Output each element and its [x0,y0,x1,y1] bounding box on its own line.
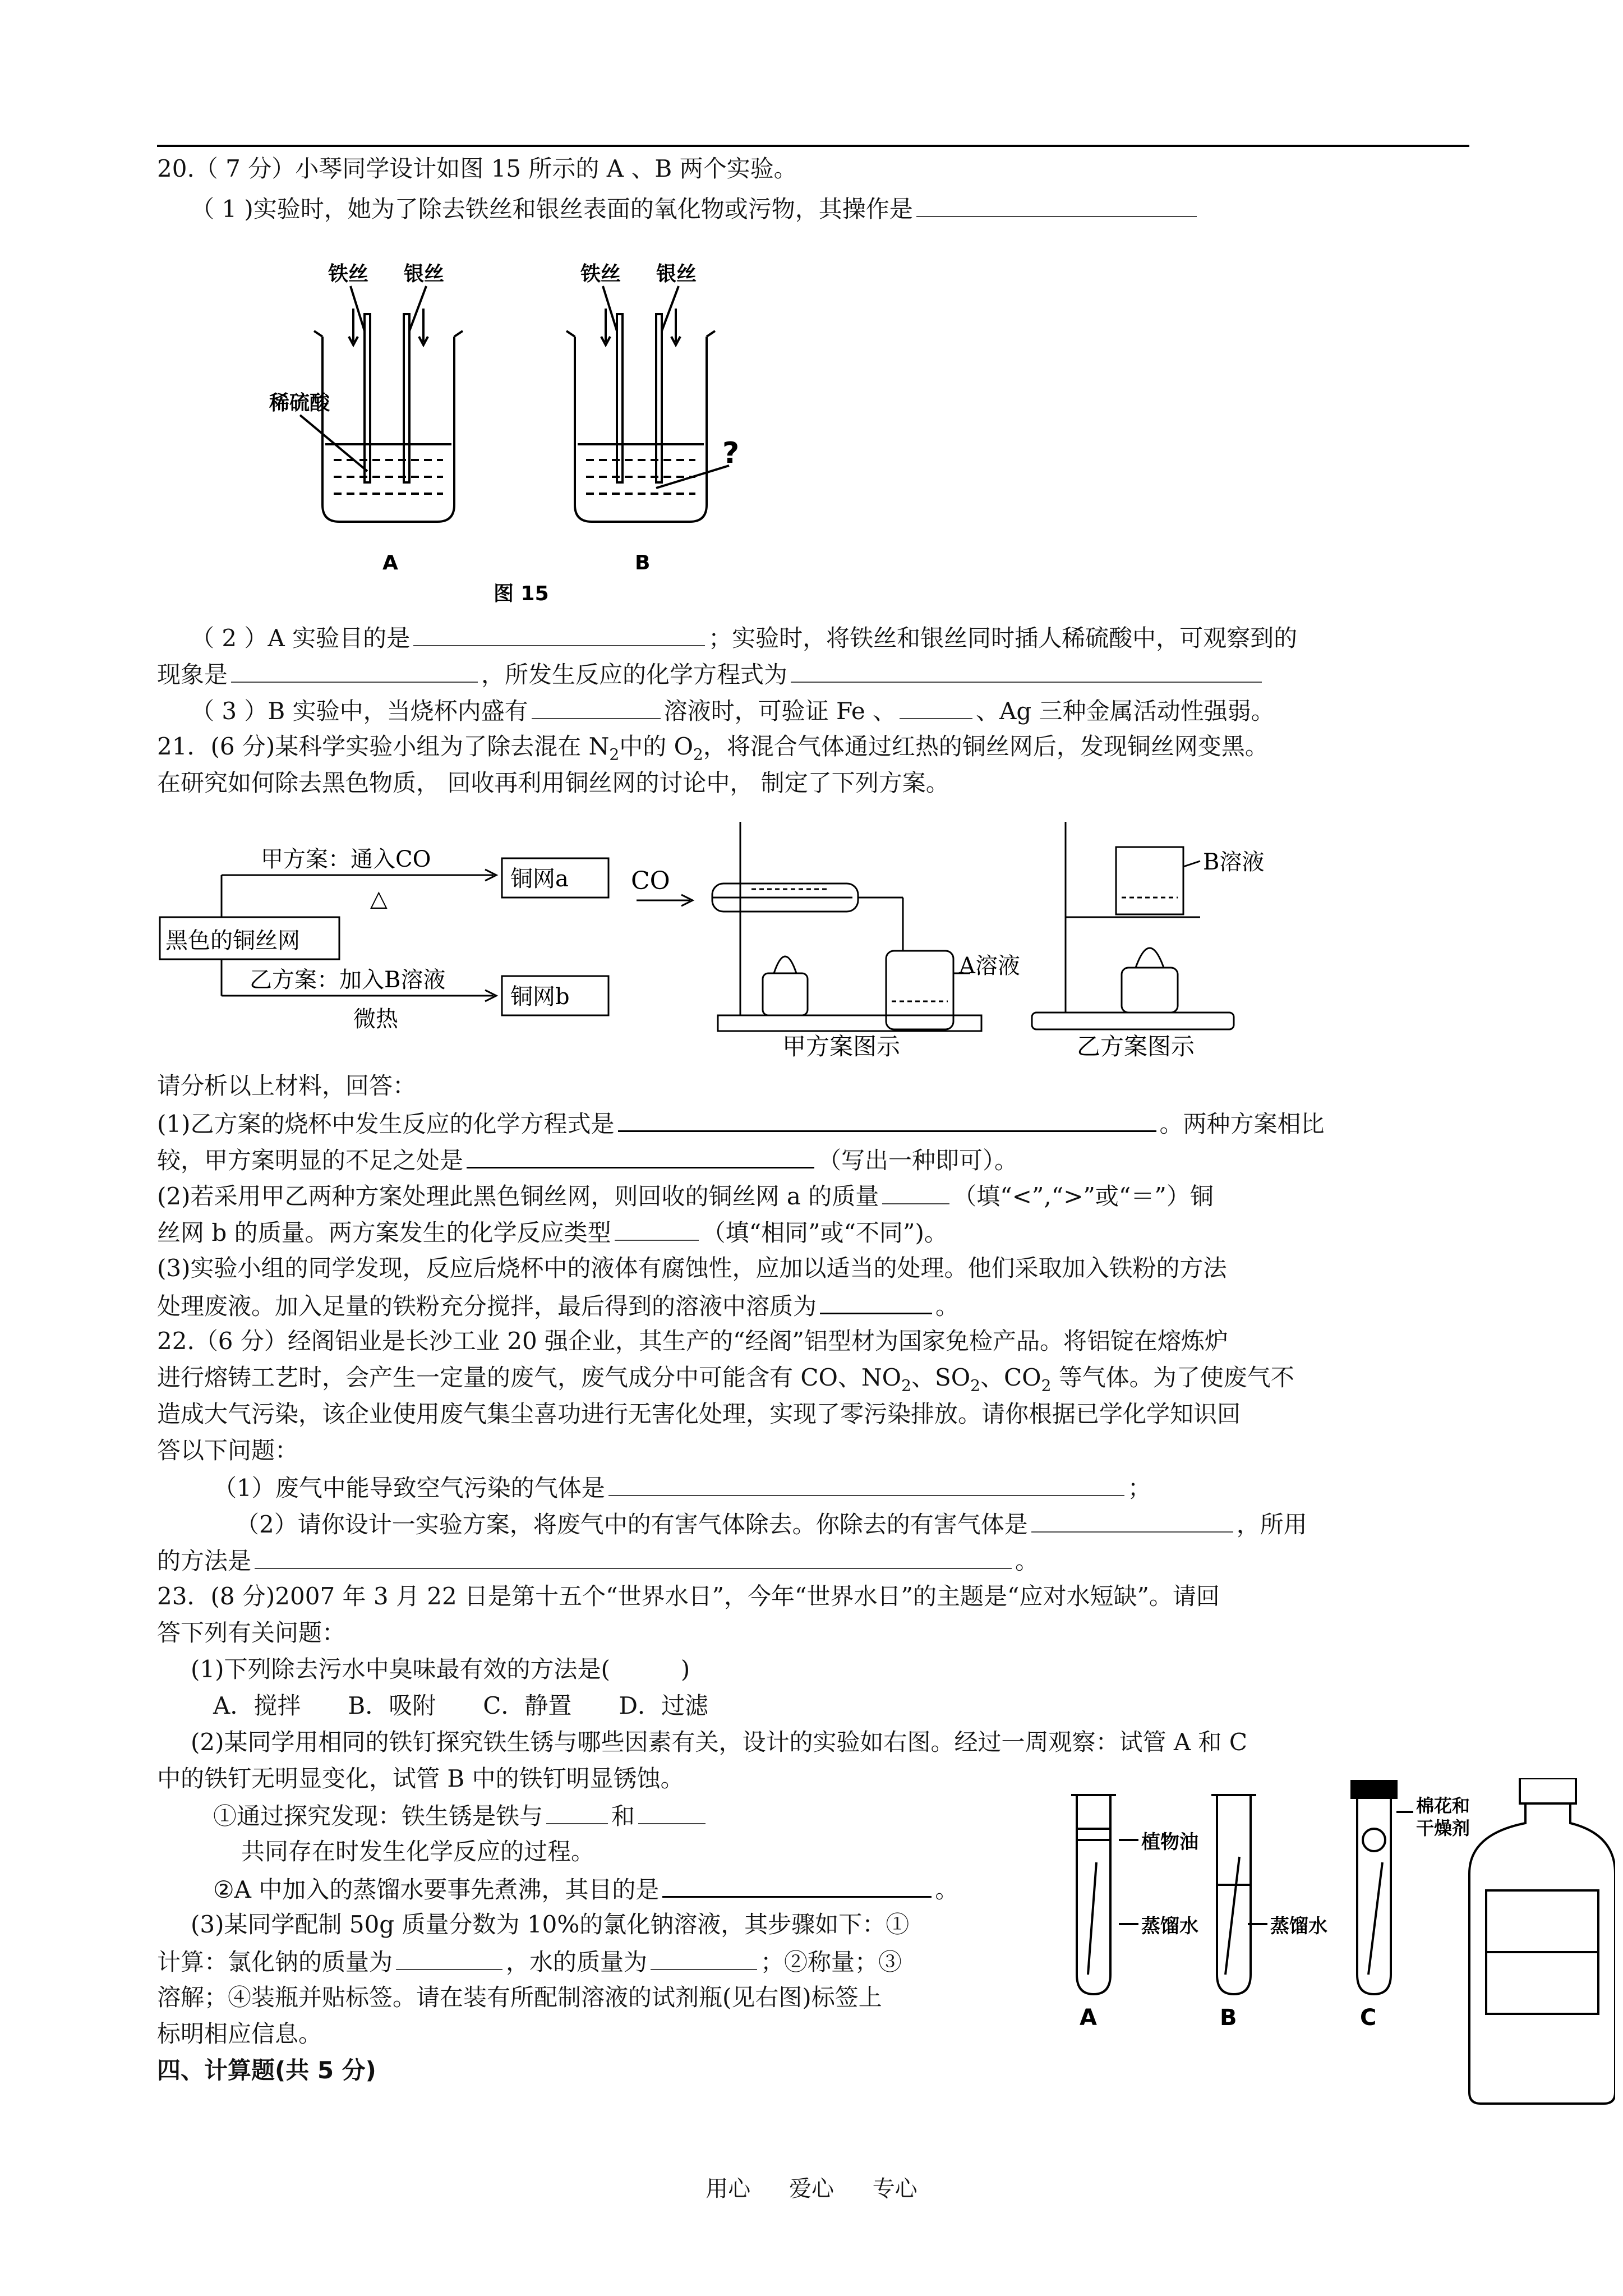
label-heat: 微热 [353,1006,398,1032]
label-fe-b: 铁丝 [580,263,621,286]
answer-blank[interactable] [467,1144,814,1168]
label-sol-b: B溶液 [1203,849,1265,875]
q23-c1: ①通过探究发现：铁生锈是铁与 和 [213,1801,709,1831]
q22-title: 22.（6 分）经阁铝业是长沙工业 20 强企业，其生产的“经阁”铝型材为国家免检产品。将铝锭在熔炼炉 [157,1327,1228,1355]
label-sol-a: A溶液 [959,953,1020,979]
q23-test-tubes-figure [1054,1778,1615,2109]
q21-s1-cont: 较，甲方案明显的不足之处是 （写出一种即可）。 [157,1144,1018,1175]
label-cotton: 棉花和 [1416,1795,1470,1816]
q23-s3-line3: 溶解；④装瓶并贴标签。请在装有所配制溶液的试剂瓶(见右图)标签上 [157,1984,882,2011]
label-a: A [382,551,398,574]
q20-title: 20.（ 7 分）小琴同学设计如图 15 所示的 A 、B 两个实验。 [157,155,797,182]
label-tube-c: C [1360,2005,1377,2031]
q22-line2: 进行熔铸工艺时，会产生一定量的废气，废气成分中可能含有 CO、$NO_2$、$SO_2$、$CO_2$ 等气体。为了使废气不 [157,1364,1294,1395]
q22-line4: 答以下问题： [157,1437,299,1464]
answer-blank[interactable] [255,1545,1012,1569]
q21-s3: (3)实验小组的同学发现，反应后烧杯中的液体有腐蚀性，应加以适当的处理。他们采取加入铁粉的方法 [157,1254,1227,1282]
label-b: B [635,551,651,574]
q23-s1: (1)下列除去污水中臭味最有效的方法是( ) [191,1655,690,1683]
q21-diagram [157,805,1307,1063]
answer-blank[interactable] [820,1290,932,1314]
q22-s1: （1）废气中能导致空气污染的气体是 ； [213,1473,1151,1503]
answer-blank[interactable] [546,1801,608,1824]
q23-s3-line4: 标明相应信息。 [157,2020,322,2047]
q21-analysis: 请分析以上材料，回答： [157,1072,417,1099]
q23-title: 23．(8 分)2007 年 3 月 22 日是第十五个“世界水日”，今年“世界水日”的主题是“应对水短缺”。请回 [157,1582,1220,1610]
figure-caption: 图 15 [494,582,549,605]
q23-options: A．搅拌 B．吸附 C．静置 D．过滤 [213,1692,709,1719]
answer-blank[interactable] [791,659,1262,683]
answer-blank[interactable] [662,1874,932,1898]
footer-text: 专心 [872,2176,917,2202]
label-net-a: 铜网a [510,866,569,892]
q23-s3-line2: 计算：氯化钠的质量为 ，水的质量为 ；②称量；③ [157,1947,902,1977]
q22-s2-cont: 的方法是 。 [157,1545,1039,1576]
label-question: ? [722,436,740,470]
label-acid: 稀硫酸 [269,392,330,415]
label-ag-a: 银丝 [404,263,445,286]
answer-blank[interactable] [638,1801,706,1824]
footer-text: 爱心 [789,2176,834,2202]
q21-intro: 在研究如何除去黑色物质， 回收再利用铜丝网的讨论中， 制定了下列方案。 [157,769,949,797]
footer-text: 用心 [706,2176,751,2202]
answer-blank[interactable] [608,1473,1124,1496]
q21-s3-cont: 处理废液。加入足量的铁粉充分搅拌，最后得到的溶液中溶质为 。 [157,1290,959,1321]
answer-blank[interactable] [618,1108,1156,1132]
q20-part2: （ 2 ）A 实验目的是 ；实验时，将铁丝和银丝同时插人稀硫酸中，可观察到的 [191,623,1297,653]
label-water-b: 蒸馏水 [1270,1915,1327,1938]
answer-blank[interactable] [615,1217,699,1241]
label-water-a: 蒸馏水 [1141,1915,1198,1938]
caption-plan-a: 甲方案图示 [782,1033,901,1060]
label-desiccant: 干燥剂 [1416,1818,1470,1839]
top-rule [157,145,1469,147]
q23-c1-cont: 共同存在时发生化学反应的过程。 [241,1838,595,1865]
q21-s2-cont: 丝网 b 的质量。两方案发生的化学反应类型 （填“相同”或“不同”)。 [157,1217,948,1248]
answer-blank[interactable] [532,696,661,719]
q22-s2: （2）请你设计一实验方案，将废气中的有害气体除去。你除去的有害气体是 ，所用 [236,1509,1307,1539]
q20-part1: （ 1 )实验时，她为了除去铁丝和银丝表面的氧化物或污物，其操作是 [191,194,1200,224]
label-co: CO [631,867,670,895]
label-fe-a: 铁丝 [328,263,369,286]
answer-blank[interactable] [900,696,972,719]
label-plan-a: 甲方案：通入CO [261,846,431,872]
page-footer [0,2171,1623,2203]
label-oil: 植物油 [1141,1831,1198,1853]
q21-s2: (2)若采用甲乙两种方案处理此黑色铜丝网，则回收的铜丝网 a 的质量 （填“<”,“>”或“＝”）铜 [157,1181,1214,1211]
answer-blank[interactable] [413,623,705,646]
q23-c2: ②A 中加入的蒸馏水要事先煮沸，其目的是 。 [213,1874,958,1904]
q20-part2-cont: 现象是 ，所发生反应的化学方程式为 [157,659,1265,689]
q23-s3: (3)某同学配制 50g 质量分数为 10%的氯化钠溶液，其步骤如下：① [191,1911,910,1938]
label-delta: △ [370,886,388,912]
answer-blank[interactable] [882,1181,949,1204]
caption-plan-b: 乙方案图示 [1077,1033,1195,1060]
q22-line3: 造成大气污染，该企业使用废气集尘喜功进行无害化处理，实现了零污染排放。请你根据已学化学知识回 [157,1400,1241,1428]
label-ag-b: 银丝 [656,263,697,286]
q21-s1: (1)乙方案的烧杯中发生反应的化学方程式是 。两种方案相比 [157,1108,1325,1139]
q23-s2-cont: 中的铁钉无明显变化，试管 B 中的铁钉明显锈蚀。 [157,1765,684,1792]
label-tube-b: B [1220,2005,1237,2031]
label-plan-b: 乙方案：加入B溶液 [250,967,446,993]
label-net-b: 铜网b [510,984,570,1010]
q21-title: 21．(6 分)某科学实验小组为了除去混在 $N_2$中的 $O_2$，将混合气体通过红热的铜丝网后，发现铜丝网变黑。 [157,733,1269,764]
q20-part3: （ 3 ）B 实验中，当烧杯内盛有 溶液时，可验证 Fe 、 、Ag 三种金属活动性强弱。 [191,696,1275,726]
answer-blank[interactable] [651,1947,757,1970]
answer-blank[interactable] [231,659,478,683]
q23-s2: (2)某同学用相同的铁钉探究铁生锈与哪些因素有关，设计的实验如右图。经过一周观察：试管 A 和 C [191,1728,1248,1756]
label-tube-a: A [1080,2005,1097,2031]
answer-blank[interactable] [916,194,1197,217]
label-black-net: 黑色的铜丝网 [165,928,300,954]
section-4-heading: 四、计算题(共 5 分) [157,2056,376,2084]
figure-15 [269,247,746,611]
answer-blank[interactable] [396,1947,502,1970]
answer-blank[interactable] [1031,1509,1233,1533]
q23-line2: 答下列有关问题： [157,1619,346,1646]
